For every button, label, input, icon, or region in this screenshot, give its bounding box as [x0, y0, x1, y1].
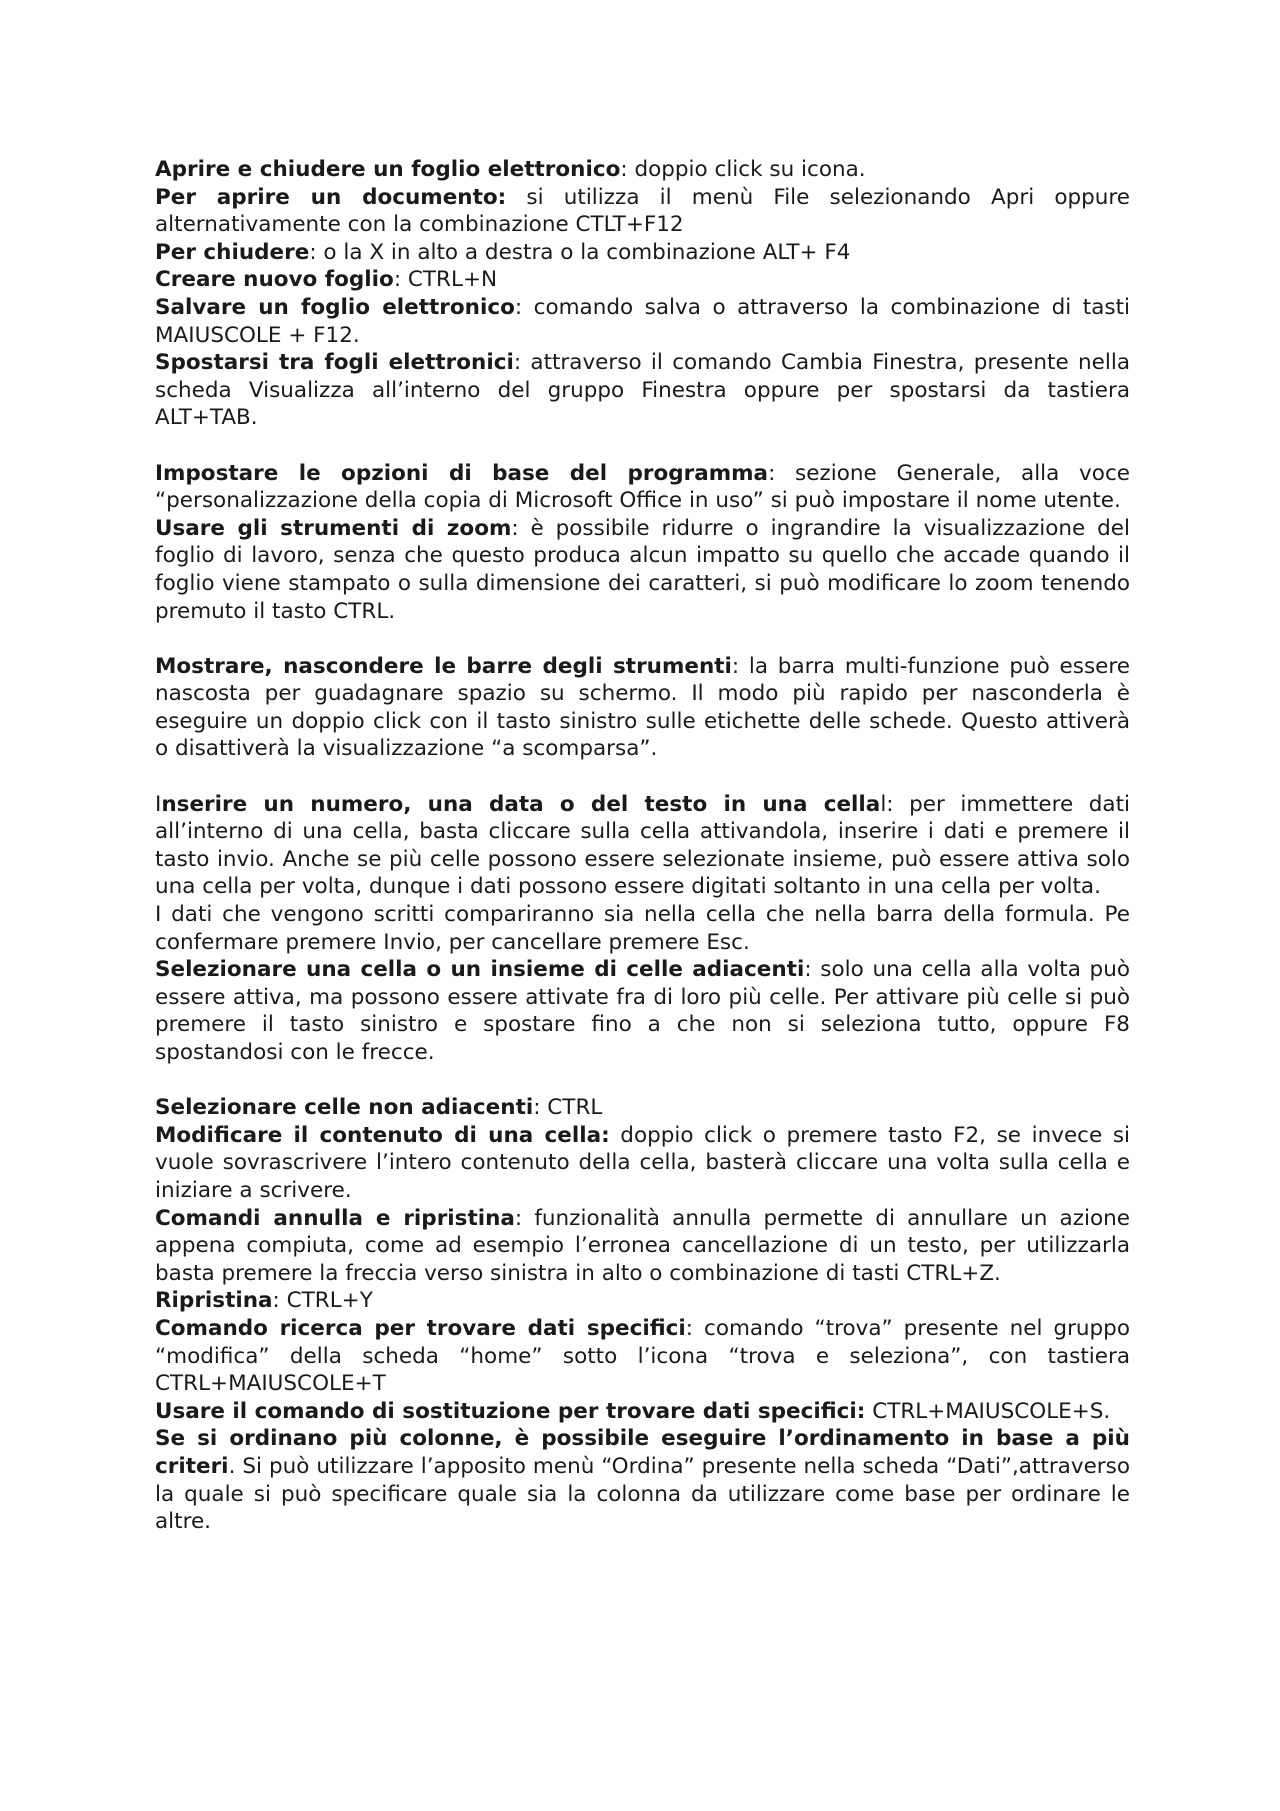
paragraph-text: : è possibile ridurre o ingrandire la visualizzazione del foglio di lavoro, senza che questo produca alcun impatto su quello che accade quando il foglio viene stampato o sulla dimensione dei caratteri, si può modificare lo zoom tenendo premuto il tasto CTRL. [155, 515, 1130, 624]
paragraph-heading: Ripristina [155, 1288, 273, 1314]
paragraph [155, 1094, 1130, 1122]
paragraph [155, 1398, 1130, 1426]
paragraph [155, 901, 1130, 956]
paragraph [155, 349, 1130, 432]
paragraph [155, 1287, 1130, 1315]
paragraph-heading: Se si ordinano più colonne, è possibile eseguire l’ordinamento in base a più criteri [155, 1426, 1130, 1479]
paragraph-prefix: I [155, 791, 162, 817]
paragraph-text: : attraverso il comando Cambia Finestra, presente nella scheda Visualizza all’interno del gruppo Finestra oppure per spostarsi da tastiera ALT+TAB. [155, 350, 1130, 431]
paragraph-text: : CTRL [533, 1095, 603, 1121]
paragraph-text: : funzionalità annulla permette di annullare un azione appena compiuta, come ad esempio l’erronea cancellazione di un testo, per utilizzarla basta premere la freccia verso sinistra in alto o combinazione di tasti CTRL+Z. [155, 1205, 1130, 1286]
paragraph [155, 266, 1130, 294]
paragraph [155, 1315, 1130, 1398]
paragraph-text: l: per immettere dati all’interno di una cella, basta cliccare sulla cella attivandola, inserire i dati e premere il tasto invio. Anche se più celle possono essere selezionate insieme, può essere attiva solo una cella per volta, dunque i dati possono essere digitati soltanto in una cella per volta. [155, 791, 1130, 900]
paragraph [155, 1205, 1130, 1288]
paragraph-text: : doppio click su icona. [620, 157, 866, 182]
document-body [155, 156, 1130, 1536]
paragraph [155, 460, 1130, 515]
paragraph-heading: Usare il comando di sostituzione per trovare dati specifici: [155, 1398, 866, 1424]
paragraph [155, 1122, 1130, 1205]
paragraph [155, 239, 1130, 267]
paragraph-heading: Comandi annulla e ripristina [155, 1205, 515, 1231]
paragraph [155, 156, 1130, 184]
paragraph-heading: Mostrare, nascondere le barre degli strumenti [155, 653, 732, 679]
paragraph-text: : o la X in alto a destra o la combinazione ALT+ F4 [309, 239, 851, 265]
paragraph-heading: Creare nuovo foglio [155, 267, 394, 293]
paragraph-text: : solo una cella alla volta può essere attiva, ma possono essere attivate fra di loro più celle. Per attivare più celle si può premere il tasto sinistro e spostare fino a che non si seleziona tutto, oppure F8 spostandosi con le frecce. [155, 957, 1130, 1065]
paragraph [155, 791, 1130, 901]
paragraph-text: : la barra multi-funzione può essere nascosta per guadagnare spazio su schermo. Il modo più rapido per nasconderla è eseguire un doppio click con il tasto sinistro sulle etichette delle schede. Questo attiverà o disattiverà la visualizzazione “a scomparsa”. [155, 653, 1130, 762]
paragraph-heading: Per chiudere [155, 239, 310, 265]
paragraph-heading: Per aprire un documento: [155, 184, 507, 210]
paragraph-heading: nserire un numero, una data o del testo in una cella [161, 791, 881, 817]
paragraph-heading: Aprire e chiudere un foglio elettronico [155, 157, 621, 182]
paragraph-heading: Impostare le opzioni di base del programma [155, 460, 769, 486]
paragraph-text: : CTRL+N [393, 267, 498, 293]
paragraph-heading: Salvare un foglio elettronico [155, 294, 515, 320]
paragraph-text: . Si può utilizzare l’apposito menù “Ordina” presente nella scheda “Dati”,attraverso la quale si può specificare quale sia la colonna da utilizzare come base per ordinare le altre. [155, 1453, 1130, 1535]
paragraph-text: si utilizza il menù File selezionando Apri oppure alternativamente con la combinazione CTLT+F12 [155, 184, 1131, 238]
paragraph-text: doppio click o premere tasto F2, se invece si vuole sovrascrivere l’intero contenuto della cella, basterà cliccare una volta sulla cella e iniziare a scrivere. [155, 1122, 1131, 1203]
paragraph-heading: Spostarsi tra fogli elettronici [155, 350, 514, 376]
paragraph-text: : sezione Generale, alla voce “personalizzazione della copia di Microsoft Office in uso” si può impostare il nome utente. [155, 460, 1130, 514]
paragraph-heading: Usare gli strumenti di zoom [155, 515, 512, 541]
paragraph-text: : comando salva o attraverso la combinazione di tasti MAIUSCOLE + F12. [155, 294, 1130, 348]
paragraph [155, 1425, 1130, 1535]
paragraph-text: : comando “trova” presente nel gruppo “modifica” della scheda “home” sotto l’icona “trova e seleziona”, con tastiera CTRL+MAIUSCOLE+T [155, 1315, 1130, 1397]
paragraph-heading: Modificare il contenuto di una cella: [155, 1122, 610, 1148]
paragraph [155, 184, 1130, 239]
paragraph [155, 653, 1130, 763]
paragraph-heading: Selezionare una cella o un insieme di celle adiacenti [155, 957, 805, 983]
paragraph [155, 515, 1130, 625]
paragraph-heading: Selezionare celle non adiacenti [155, 1095, 534, 1121]
paragraph-text: CTRL+MAIUSCOLE+S. [865, 1398, 1111, 1424]
paragraph-text: I dati che vengono scritti compariranno sia nella cella che nella barra della formula. Pe confermare premere Invio, per cancellare premere Esc. [155, 902, 1130, 955]
paragraph-text: : CTRL+Y [272, 1288, 373, 1314]
paragraph-heading: Comando ricerca per trovare dati specifici [155, 1315, 686, 1341]
paragraph [155, 294, 1130, 349]
paragraph [155, 956, 1130, 1066]
